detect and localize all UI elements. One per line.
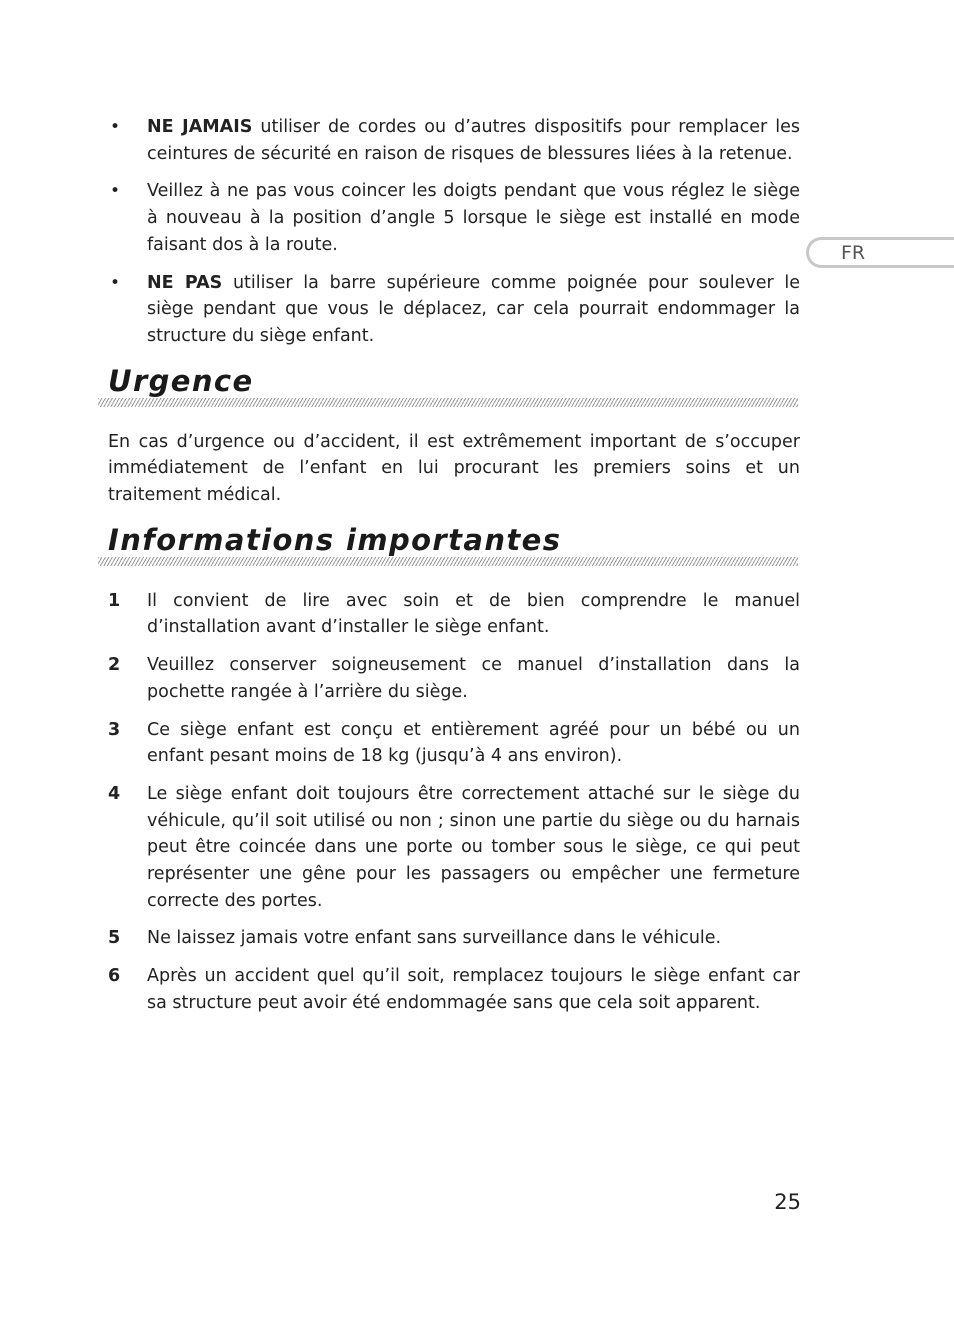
language-tab-label: FR [841, 242, 866, 264]
item-text: Il convient de lire avec soin et de bien comprendre le manuel d’installation avant d’installer le siège enfant. [147, 590, 800, 638]
item-text: Ce siège enfant est conçu et entièrement agréé pour un bébé ou un enfant pesant moins de 18 kg (jusqu’à 4 ans environ). [147, 719, 800, 767]
urgence-paragraph: En cas d’urgence ou d’accident, il est extrêmement important de s’occuper immédiatement de l’enfant en lui procurant les premiers soins et un traitement médical. [108, 431, 800, 506]
warning-list [108, 114, 800, 350]
warning-text: utiliser la barre supérieure comme poignée pour soulever le siège pendant que vous le déplacez, car cela pourrait endommager la structure du siège enfant. [147, 272, 801, 346]
item-number: 4 [108, 783, 121, 804]
informations-heading: Informations importantes [108, 522, 562, 557]
warning-emphasis: NE PAS [147, 272, 223, 293]
item-number: 6 [108, 966, 121, 987]
warning-text: Veillez à ne pas vous coincer les doigts pendant que vous réglez le siège à nouveau à la position d’angle 5 lorsque le siège est installé en mode faisant dos à la route. [147, 181, 800, 255]
bullet-marker: • [110, 272, 121, 293]
item-number: 2 [108, 655, 121, 676]
warning-text: utiliser de cordes ou d’autres dispositifs pour remplacer les ceintures de sécurité en raison de risques de blessures liées à la retenue. [147, 117, 800, 164]
bullet-marker: • [110, 117, 121, 137]
heading-underline [98, 398, 798, 407]
numbered-item [108, 925, 800, 952]
warning-item [108, 270, 800, 350]
item-text: Veuillez conserver soigneusement ce manuel d’installation dans la pochette rangée à l’arrière du siège. [147, 655, 800, 702]
language-tab [806, 237, 954, 268]
bullet-marker: • [110, 181, 121, 202]
item-text: Après un accident quel qu’il soit, remplacez toujours le siège enfant car sa structure peut avoir été endommagée sans que cela soit apparent. [147, 966, 800, 1013]
item-text: Ne laissez jamais votre enfant sans surveillance dans le véhicule. [147, 928, 722, 949]
numbered-item [108, 588, 800, 641]
numbered-item [108, 781, 800, 915]
page-content [108, 114, 800, 1028]
item-number: 5 [108, 928, 121, 949]
warning-item [108, 114, 800, 167]
item-number: 1 [108, 590, 121, 611]
informations-list [108, 588, 800, 1017]
warning-item [108, 178, 800, 258]
numbered-item [108, 717, 800, 770]
urgence-heading: Urgence [108, 363, 254, 398]
item-number: 3 [108, 719, 121, 740]
heading-underline [98, 557, 798, 566]
page-number: 25 [774, 1190, 801, 1214]
item-text: Le siège enfant doit toujours être correctement attaché sur le siège du véhicule, qu’il soit utilisé ou non ; sinon une partie du siège ou du harnais peut être coincée dans une porte ou tomber sous le siège, ce qui peut représenter une gêne pour les passagers ou empêcher une fermeture correcte des portes. [147, 783, 800, 911]
numbered-item [108, 652, 800, 705]
warning-emphasis: NE JAMAIS [147, 117, 253, 137]
numbered-item [108, 963, 800, 1016]
